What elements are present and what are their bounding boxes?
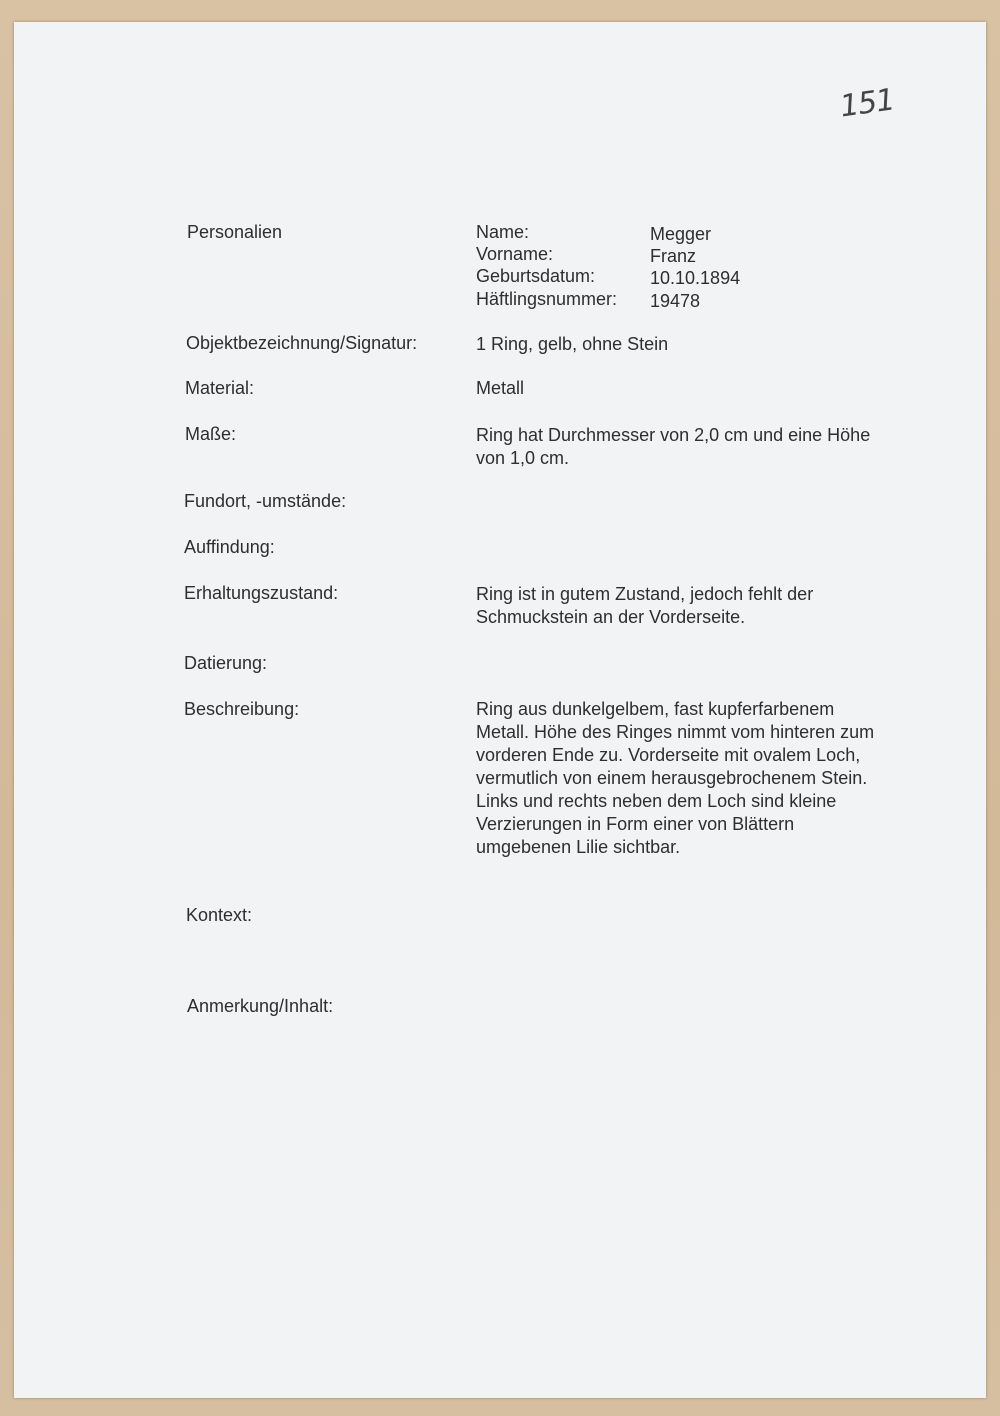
masse-label: Maße: [185, 424, 237, 444]
field-haeftlingsnummer-key: Häftlingsnummer: [476, 289, 618, 309]
masse-value: Ring hat Durchmesser von 2,0 cm und eine Höhe von 1,0 cm. [476, 425, 871, 468]
material-label: Material: [185, 378, 255, 398]
field-vorname-value: Franz [650, 246, 697, 266]
field-name-key: Name: [476, 222, 530, 242]
field-haeftlingsnummer-value: 19478 [650, 291, 701, 311]
beschreibung-value: Ring aus dunkelgelbem, fast kupferfarbenem Metall. Höhe des Ringes nimmt vom hinteren zum vorderen Ende zu. Vorderseite mit ovalem Loch, vermutlich von einem herausgebrochenem Stein. Links und rechts neben dem Loch sind kleine Verzierungen in Form einer von Blättern umgebenen Lilie sichtbar. [476, 699, 875, 857]
anmerkung-label: Anmerkung/Inhalt: [187, 996, 334, 1016]
material-value: Metall [476, 378, 525, 398]
objektbezeichnung-value: 1 Ring, gelb, ohne Stein [476, 334, 669, 354]
beschreibung-label: Beschreibung: [184, 699, 300, 719]
erhaltungszustand-label: Erhaltungszustand: [184, 583, 339, 603]
field-name-value: Megger [650, 224, 712, 244]
datierung-label: Datierung: [184, 653, 268, 673]
field-vorname-key: Vorname: [476, 244, 554, 264]
auffindung-label: Auffindung: [184, 537, 275, 557]
kontext-label: Kontext: [186, 905, 253, 925]
field-geburtsdatum-value: 10.10.1894 [650, 268, 741, 288]
objektbezeichnung-label: Objektbezeichnung/Signatur: [186, 333, 418, 353]
handwritten-page-number: 151 [837, 82, 897, 125]
erhaltungszustand-value: Ring ist in gutem Zustand, jedoch fehlt der Schmuckstein an der Vorderseite. [476, 584, 814, 627]
personalien-label: Personalien [187, 222, 283, 242]
fundort-label: Fundort, -umstände: [184, 491, 347, 511]
field-geburtsdatum-key: Geburtsdatum: [476, 266, 596, 286]
